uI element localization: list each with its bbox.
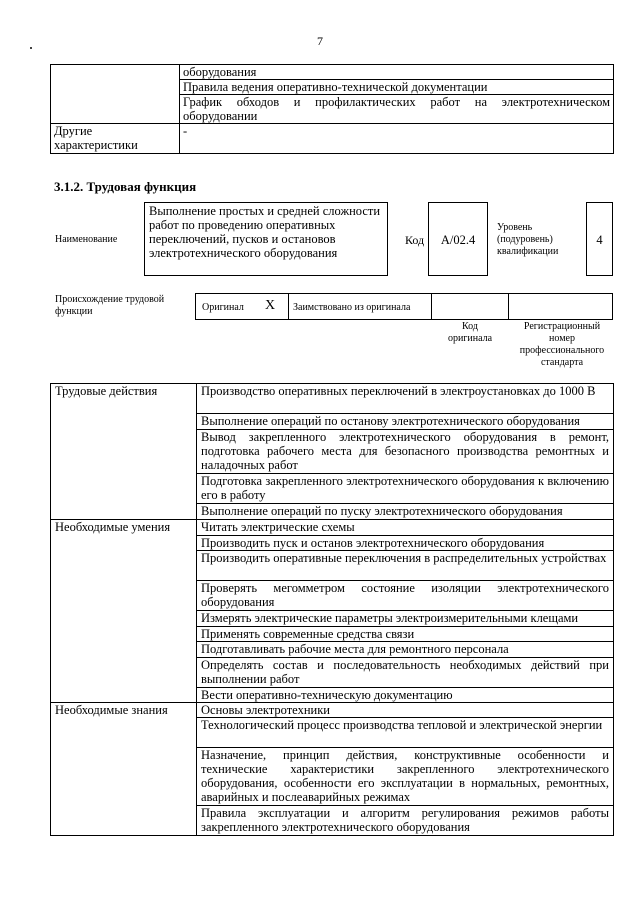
other-characteristics-label: Другие характеристики — [51, 124, 180, 154]
category-label: Необходимые знания — [51, 703, 197, 836]
item-cell: Правила эксплуатации и алгоритм регулирования режимов работы закрепленного электротехнического оборудования — [197, 806, 614, 836]
level-label: Уровень (подуровень) квалификации — [497, 222, 559, 257]
item-cell: Технологический процесс производства тепловой и электрической энергии — [197, 718, 614, 748]
origin-label: Происхождение трудовой функции — [55, 294, 165, 317]
scan-dot — [30, 47, 32, 49]
empty-cell — [51, 65, 180, 124]
level-box — [586, 202, 613, 276]
top-table — [50, 64, 614, 154]
code-box — [428, 202, 488, 276]
item-cell: Вести оперативно-техническую документацию — [197, 688, 614, 703]
item-cell: Назначение, принцип действия, конструктивные особенности и технические характеристики закрепленного электротехнического оборудования, особенности его эксплуатации в нормальных, ремонтных, аварийных и послеаварийных режимах — [197, 748, 614, 806]
item-cell: Вывод закрепленного электротехнического оборудования в ремонт, подготовка рабочего места для безопасного производства ремонтных и наладочных работ — [197, 430, 614, 474]
code-label: Код — [405, 233, 425, 247]
divider — [508, 294, 509, 319]
origin-row — [195, 293, 613, 320]
code-origin-caption: Код оригинала — [447, 321, 493, 344]
function-name-box — [144, 202, 388, 276]
item-cell: Выполнение операций по останову электротехнического оборудования — [197, 414, 614, 430]
item-cell: Определять состав и последовательность необходимых действий при выполнении работ — [197, 658, 614, 688]
divider — [431, 294, 432, 319]
item-cell: Производить пуск и останов электротехнического оборудования — [197, 536, 614, 551]
original-label: Оригинал — [202, 302, 244, 313]
divider — [288, 294, 289, 319]
labor-function-table — [50, 383, 614, 836]
item-cell: Применять современные средства связи — [197, 627, 614, 642]
category-label: Трудовые действия — [51, 384, 197, 520]
item-cell: Производство оперативных переключений в электроустановках до 1000 В — [197, 384, 614, 414]
item-cell: Читать электрические схемы — [197, 520, 614, 536]
item-cell: Проверять мегомметром состояние изоляции электротехнического оборудования — [197, 581, 614, 611]
code-value: A/02.4 — [440, 233, 476, 247]
original-mark: X — [265, 298, 276, 313]
borrowed-label: Заимствовано из оригинала — [293, 302, 411, 313]
other-characteristics-value: - — [180, 124, 614, 154]
name-label: Наименование — [55, 234, 118, 245]
item-cell: Подготовка закрепленного электротехнического оборудования к включению его в работу — [197, 474, 614, 504]
table-row — [51, 703, 614, 718]
table-cell: График обходов и профилактических работ на электротехническом оборудовании — [180, 95, 614, 124]
table-row — [51, 124, 614, 154]
table-cell: оборудования — [180, 65, 614, 80]
item-cell: Производить оперативные переключения в распределительных устройствах — [197, 551, 614, 581]
section-title: 3.1.2. Трудовая функция — [54, 179, 197, 194]
level-value: 4 — [596, 233, 603, 247]
item-cell: Измерять электрические параметры электроизмерительными клещами — [197, 611, 614, 627]
function-name: Выполнение простых и средней сложности работ по проведению оперативных переключений, пусков и остановов электротехнического оборудования — [149, 204, 381, 260]
table-row — [51, 384, 614, 414]
table-row — [51, 520, 614, 536]
category-label: Необходимые умения — [51, 520, 197, 703]
item-cell: Выполнение операций по пуску электротехнического оборудования — [197, 504, 614, 520]
table-row — [51, 65, 614, 80]
item-cell: Подготавливать рабочие места для ремонтного персонала — [197, 642, 614, 658]
item-cell: Основы электротехники — [197, 703, 614, 718]
reg-number-caption: Регистрационный номер профессионального стандарта — [519, 321, 605, 368]
table-cell: Правила ведения оперативно-технической документации — [180, 80, 614, 95]
page-number: 7 — [317, 34, 323, 48]
